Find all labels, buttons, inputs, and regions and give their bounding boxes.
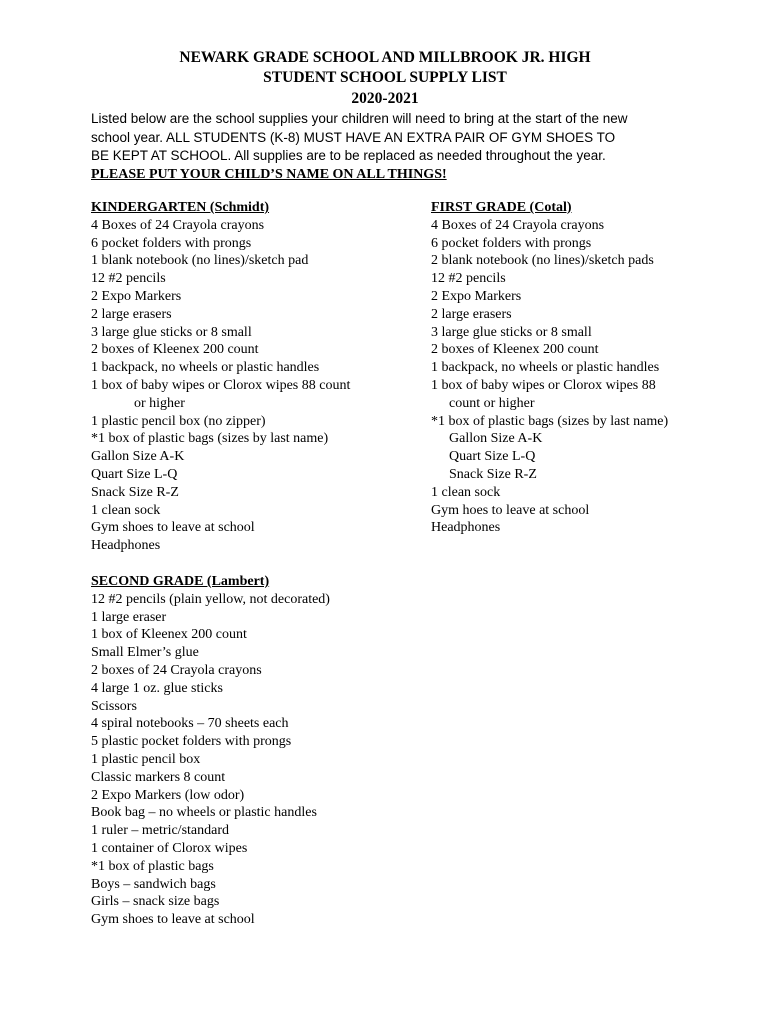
list-item: 1 clean sock: [431, 484, 501, 500]
intro-line: BE KEPT AT SCHOOL. All supplies are to be replaced as needed throughout the year.: [91, 148, 606, 163]
list-item: 5 plastic pocket folders with prongs: [91, 734, 292, 750]
list-item: 4 large 1 oz. glue sticks: [91, 680, 223, 696]
second-grade-title: SECOND GRADE (Lambert): [91, 574, 270, 589]
list-item: 1 ruler – metric/standard: [91, 823, 230, 839]
list-item: 1 blank notebook (no lines)/sketch pad: [91, 253, 309, 269]
list-item: *1 box of plastic bags (sizes by last name): [431, 413, 669, 429]
list-item: 2 large erasers: [91, 306, 172, 322]
list-item: 2 boxes of Kleenex 200 count: [431, 342, 599, 358]
list-item: 12 #2 pencils (plain yellow, not decorated): [91, 591, 330, 607]
list-title-heading: STUDENT SCHOOL SUPPLY LIST: [263, 69, 507, 86]
list-item: 1 box of baby wipes or Clorox wipes 88 count: [91, 377, 351, 393]
list-item: Small Elmer’s glue: [91, 645, 199, 661]
list-item: 12 #2 pencils: [91, 271, 166, 287]
list-item: 1 clean sock: [91, 502, 161, 518]
intro-line: Listed below are the school supplies your children will need to bring at the start of the new: [91, 111, 628, 126]
list-item: 2 Expo Markers (low odor): [91, 787, 245, 803]
school-name-heading: NEWARK GRADE SCHOOL AND MILLBROOK JR. HIGH: [179, 49, 591, 66]
list-item: 4 Boxes of 24 Crayola crayons: [431, 217, 605, 233]
second-grade-section: [91, 573, 330, 929]
list-item: 6 pocket folders with prongs: [91, 235, 252, 251]
list-item: 1 container of Clorox wipes: [91, 840, 248, 856]
list-item: 1 plastic pencil box: [91, 751, 201, 767]
list-item: Headphones: [431, 520, 501, 536]
list-item: count or higher: [449, 395, 535, 411]
list-item: Gym shoes to leave at school: [91, 912, 255, 928]
list-item: Quart Size L-Q: [449, 449, 536, 465]
list-item: 1 box of Kleenex 200 count: [91, 627, 247, 643]
list-item: 4 spiral notebooks – 70 sheets each: [91, 716, 289, 732]
list-item: 4 Boxes of 24 Crayola crayons: [91, 217, 265, 233]
list-item: Headphones: [91, 538, 161, 554]
list-item: 2 Expo Markers: [91, 288, 182, 304]
list-item: 2 boxes of Kleenex 200 count: [91, 342, 259, 358]
list-item: Scissors: [91, 698, 137, 714]
kindergarten-title: KINDERGARTEN (Schmidt): [91, 200, 270, 215]
list-item: 6 pocket folders with prongs: [431, 235, 592, 251]
list-item: Book bag – no wheels or plastic handles: [91, 805, 317, 821]
list-item: 1 plastic pencil box (no zipper): [91, 413, 266, 429]
list-item: *1 box of plastic bags (sizes by last name): [91, 431, 329, 447]
list-item: *1 box of plastic bags: [91, 858, 214, 874]
first-grade-section: [431, 199, 668, 537]
kindergarten-section: [91, 199, 350, 555]
list-item: Classic markers 8 count: [91, 769, 226, 785]
name-reminder-note: PLEASE PUT YOUR CHILD’S NAME ON ALL THINGS!: [91, 166, 447, 182]
list-item: Gym shoes to leave at school: [91, 520, 255, 536]
list-item: 12 #2 pencils: [431, 271, 506, 287]
list-item: Gallon Size A-K: [91, 449, 185, 465]
list-item: 1 backpack, no wheels or plastic handles: [431, 360, 660, 376]
list-item: 3 large glue sticks or 8 small: [91, 324, 252, 340]
intro-paragraph: [91, 110, 691, 184]
list-item: 2 Expo Markers: [431, 288, 522, 304]
list-item: 1 box of baby wipes or Clorox wipes 88: [431, 377, 656, 393]
list-item: 3 large glue sticks or 8 small: [431, 324, 592, 340]
list-item: Girls – snack size bags: [91, 894, 220, 910]
list-item: 1 large eraser: [91, 609, 167, 625]
list-item: 2 blank notebook (no lines)/sketch pads: [431, 253, 654, 269]
list-item: Snack Size R-Z: [449, 466, 537, 482]
list-item: Gallon Size A-K: [449, 431, 543, 447]
list-item: Gym hoes to leave at school: [431, 502, 590, 518]
list-item: Snack Size R-Z: [91, 484, 179, 500]
list-item: or higher: [134, 395, 185, 411]
list-item: Quart Size L-Q: [91, 466, 178, 482]
list-item: 1 backpack, no wheels or plastic handles: [91, 360, 320, 376]
list-item: Boys – sandwich bags: [91, 876, 216, 892]
list-item: 2 boxes of 24 Crayola crayons: [91, 662, 262, 678]
first-grade-title: FIRST GRADE (Cotal): [431, 200, 572, 215]
list-item: 2 large erasers: [431, 306, 512, 322]
intro-line: school year. ALL STUDENTS (K-8) MUST HAVE AN EXTRA PAIR OF GYM SHOES TO: [91, 129, 616, 145]
school-year-heading: 2020-2021: [351, 90, 419, 107]
